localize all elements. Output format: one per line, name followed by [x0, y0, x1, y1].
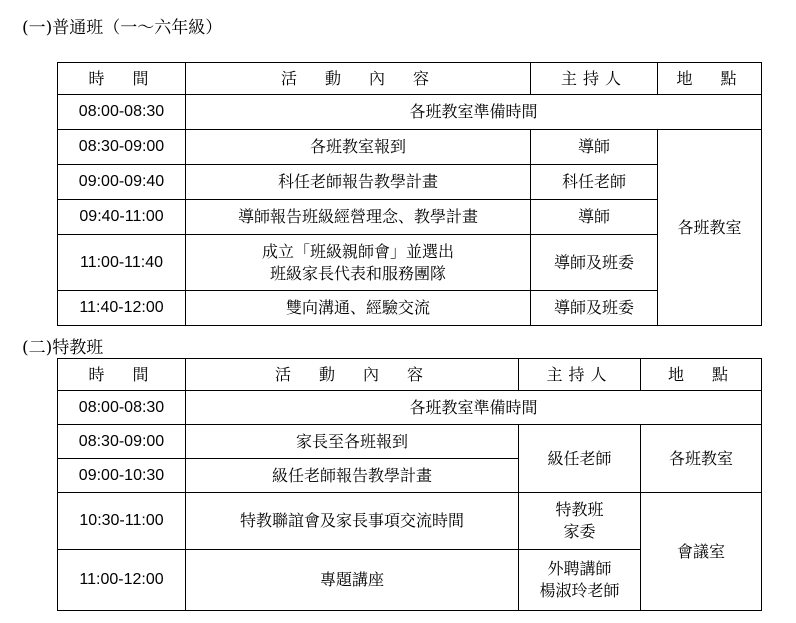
header-host: 主持人 [531, 63, 658, 95]
general-class-schedule-table [57, 62, 762, 326]
header-location: 地 點 [658, 63, 762, 95]
activity-cell: 專題講座 [186, 550, 519, 611]
table-row [58, 130, 762, 165]
time-cell: 08:30-09:00 [58, 130, 186, 165]
table-row [58, 391, 762, 425]
activity-line: 班級家長代表和服務團隊 [269, 263, 446, 283]
section1-title: (一)普通班（一～六年級） [22, 18, 223, 38]
activity-cell: 雙向溝通、經驗交流 [186, 291, 531, 326]
table-row [58, 425, 762, 459]
time-cell: 11:00-11:40 [58, 235, 186, 291]
host-line: 家委 [563, 522, 596, 541]
activity-cell: 特教聯誼會及家長事項交流時間 [186, 493, 519, 550]
header-time: 時 間 [58, 63, 186, 95]
host-line: 特教班 [555, 500, 604, 519]
host-cell [519, 550, 641, 611]
header-activity: 活 動 內 容 [186, 63, 531, 95]
table-header-row [58, 359, 762, 391]
host-cell: 導師 [531, 130, 658, 165]
header-time: 時 間 [58, 359, 186, 391]
activity-cell: 各班教室準備時間 [186, 391, 762, 425]
location-cell: 各班教室 [641, 425, 762, 493]
header-activity: 活 動 內 容 [186, 359, 519, 391]
special-ed-schedule-table [57, 358, 762, 611]
time-cell: 11:40-12:00 [58, 291, 186, 326]
table-row [58, 95, 762, 130]
time-cell: 08:00-08:30 [58, 391, 186, 425]
activity-cell: 級任老師報告教學計畫 [186, 459, 519, 493]
header-host: 主持人 [519, 359, 641, 391]
host-cell: 導師及班委 [531, 235, 658, 291]
location-cell: 會議室 [641, 493, 762, 611]
activity-cell: 導師報告班級經營理念、教學計畫 [186, 200, 531, 235]
time-cell: 11:00-12:00 [58, 550, 186, 611]
activity-cell: 科任老師報告教學計畫 [186, 165, 531, 200]
host-cell: 級任老師 [519, 425, 641, 493]
host-cell [519, 493, 641, 550]
table-row [58, 235, 762, 291]
activity-cell: 各班教室報到 [186, 130, 531, 165]
time-cell: 09:00-10:30 [58, 459, 186, 493]
host-line: 外聘講師 [547, 559, 612, 578]
activity-cell: 各班教室準備時間 [186, 95, 762, 130]
host-line: 楊淑玲老師 [539, 581, 620, 600]
time-cell: 08:30-09:00 [58, 425, 186, 459]
host-cell: 導師 [531, 200, 658, 235]
table-row [58, 200, 762, 235]
time-cell: 09:40-11:00 [58, 200, 186, 235]
activity-cell: 家長至各班報到 [186, 425, 519, 459]
activity-cell [186, 235, 531, 291]
host-cell: 科任老師 [531, 165, 658, 200]
header-location: 地 點 [641, 359, 762, 391]
table-row [58, 493, 762, 550]
location-cell: 各班教室 [658, 130, 762, 326]
time-cell: 09:00-09:40 [58, 165, 186, 200]
host-cell: 導師及班委 [531, 291, 658, 326]
time-cell: 08:00-08:30 [58, 95, 186, 130]
activity-line: 成立「班級親師會」並選出 [261, 241, 454, 261]
table-row [58, 291, 762, 326]
section2-title: (二)特教班 [22, 338, 104, 358]
table-header-row [58, 63, 762, 95]
table-row [58, 165, 762, 200]
time-cell: 10:30-11:00 [58, 493, 186, 550]
